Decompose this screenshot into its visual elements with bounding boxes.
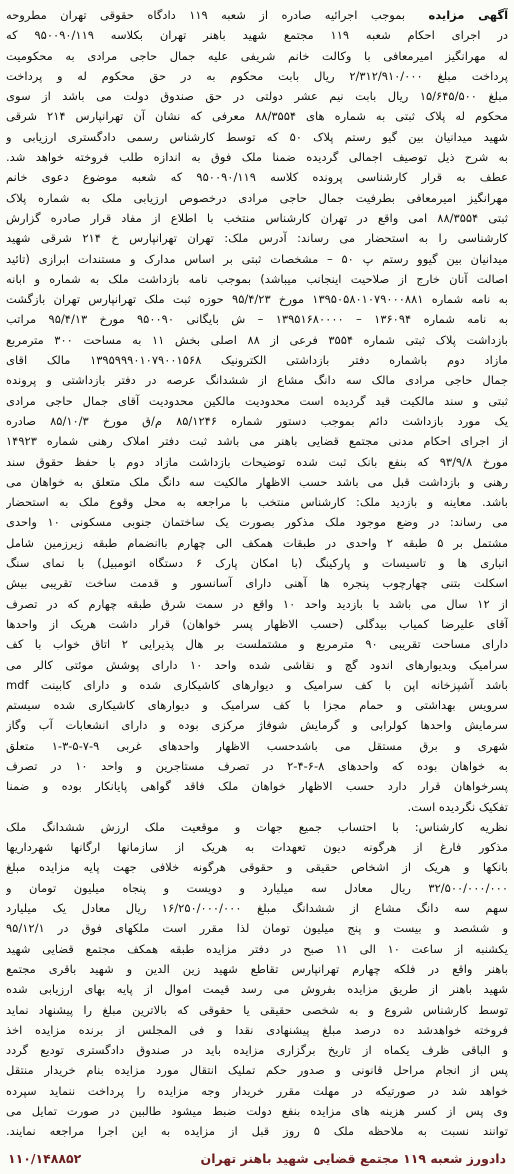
notice-line: نظریه کارشناس: با احتساب جمیع جهات و موقعیت ملک ارزش ششدانگ ملک <box>6 819 508 834</box>
notice-line: به خواهان بوده که واحدهای ۸-۶-۴-۲ در تصرف مستاجرین و واحد ۱۰ در تصرف <box>6 758 508 773</box>
notice-line: از ۱۲ سال می باشد با بازدید واحد ۱۰ واقع در سمت شرق طبقه چهارم که در تصرف <box>6 596 508 611</box>
notice-line: اصالت آنان خارج از صلاحیت اینجانب میباشد) بموجب نامه بازداشت ملک به شماره و ابانه <box>6 271 508 286</box>
notice-line: باشد آشپزخانه اپن با کف سرامیک و دیوارهای کاشیکاری شده و دارای کابینت mdf <box>6 677 508 692</box>
notice-line: فروخته خواهدشد ده درصد مبلغ پیشنهادی نقدا و فی المجلس از برنده مزایده اخذ <box>6 1022 508 1037</box>
notice-line: له مهرانگیز امیرمعافی با وکالت خانم شریفی علیه جمال حاجی مرادی به محکومیت <box>6 48 508 63</box>
notice-paragraph <box>6 817 508 1142</box>
notice-line: از اجرای احکام مدنی مجتمع قضایی باهنر می باشد ثبت دفتر املاک رهنی شماره ۱۴۹۲۳ <box>6 434 508 449</box>
notice-line: یکشنبه از ساعت ۱۰ الی ۱۱ صبح در دفتر مزایده طبقه همکف مجتمع قضایی شهید <box>6 941 508 956</box>
notice-line: محکوم له پلاک ثبتی به شماره های ۸۸/۳۵۵۴ معرفی که نشان آن تهرانپارس ۲۱۴ شرقی <box>6 109 508 124</box>
notice-title: آگهی مزایده <box>428 8 508 22</box>
notice-line: جمال حاجی مرادی مالک سه دانگ مشاع از ششدانگ عرصه در دفتر بازداشتی و پرونده <box>6 373 508 388</box>
notice-line: شهید میدانیان بین گیو رستم پلاک ۵۰ که توسط کارشناس رسمی دادگستری ارزیابی و <box>6 129 508 144</box>
notice-line <box>6 5 508 25</box>
notice-line: خواهد شد در صورتیکه در مهلت مقرر خریدار وجه مزایده را پرداخت ننماید سپرده <box>6 1083 508 1098</box>
notice-line: سرامیک وبدیوارهای اندود گچ و نقاشی شده واحد ۱۰ دارای پوشش موئتی کالر می <box>6 657 508 672</box>
notice-footer <box>8 1149 506 1169</box>
notice-line: ثبتی و سند مالکیت قید گردیده است محدودیت مالکین محدودیت آقای جمال حاجی مرادی <box>6 393 508 408</box>
notice-line: ثبتی ۸۸/۳۵۵۴ امی واقع در تهران کارشناس منتخب با اطلاع از مفاد قرار صادره گزارش <box>6 210 508 225</box>
notice-line: عطف به قرار کارشناسی پرونده کلاسه ۹۵۰۰۹۰/۱۱۹ که شعبه موضوع دعوی خانم <box>6 170 508 185</box>
notice-line: پسرخواهان قرار دارد حسب الاظهار خواهان ملک فاقد گواهی پایانکار بوده و ضمنا <box>6 779 508 794</box>
notice-signature: دادورز شعبه ۱۱۹ مجتمع قضایی شهید باهنر تهران <box>200 1151 506 1166</box>
notice-line: باشد. معاینه و بازدید ملک: کارشناس منتخب با مراجعه به محل وقوع ملک به استحضار <box>6 495 508 510</box>
notice-line: سرویس بهداشتی و حمام مجزا با کف سرامیک و دیوارهای کاشیکاری شده سیستم <box>6 698 508 713</box>
notice-line: مبلغ ۱۵/۶۴۵/۵۰۰ ریال بابت نیم عشر دولتی در حق صندوق دولت می باشد از سوی <box>6 89 508 104</box>
notice-line: اسکلت بتنی چهارچوب پنجره ها آهنی دارای آسانسور و قدمت ساخت تقریبی بیش <box>6 576 508 591</box>
notice-line: بازداشت پلاک ثبتی شماره ۳۵۵۴ فرعی از ۸۸ اصلی بخش ۱۱ به مساحت ۳۰۰ مترمربع <box>6 332 508 347</box>
notice-line: انباری ها و تاسیسات و پارکینگ (با امکان پارک ۶ دستگاه اتومبیل) با نمای سنگ <box>6 556 508 571</box>
notice-line: پس از انجام مراحل قانونی و صدور حکم تملیک انتقال مورد مزایده بنام خریدار منتقل <box>6 1063 508 1078</box>
notice-line: توانند نسبت به ملاحظه ملک ۵ روز قبل از مزایده به این اجرا مراجعه نمایند. <box>6 1124 508 1139</box>
notice-line: مازاد دوم باشماره دفتر بازداشتی الکترونیک ۱۳۹۵۹۹۹۰۱۰۷۹۰۰۱۵۶۸ مالک اقای <box>6 353 508 368</box>
notice-line: شهری و برق مستقل می باشدحسب الاظهار واحدهای غربی ۹-۷-۵-۳-۱ متعلق <box>6 738 508 753</box>
notice-line: یک مورد بازداشت دائم بموجب دستور شماره ۸۵/۱۲۴۶ م/ق مورخ ۸۵/۱۰/۳ صادره <box>6 413 508 428</box>
notice-line: دارای مساحت تقریبی ۹۰ مترمربع و مشتملست بر هال پذیرایی ۲ اتاق خواب با کف <box>6 637 508 652</box>
notice-line: شهید باهنر از طریق مزایده بفروش می رسد قیمت اموال از پایه بهای ارزیابی شده <box>6 982 508 997</box>
notice-line: به نامه شماره ۱۳۶۰۹۴ – ۱۳۹۵۱۶۸۰۰۰۰ – ش بایگانی ۹۵۰۰۹۰ مورخ ۹۵/۴/۱۳ مراتب <box>6 312 508 327</box>
notice-line: میدانیان بین گیوو رستم پ ۵۰ – مشخصات ثبتی بر اساس مدارک و مستندات ابرازی (تائید <box>6 251 508 266</box>
notice-line: کارشناسی را به استحضار می رساند: آدرس ملک: تهران تهرانپارس خ ۲۱۴ شرقی شهید <box>6 231 508 246</box>
notice-line: سرمایش واحدها کولرابی و گرمایش شوفاژ مرکزی بوده و دارای انشعابات آب وگاز <box>6 718 508 733</box>
notice-line-text: بموجب اجرائیه صادره از شعبه ۱۱۹ دادگاه حقوقی تهران مطروحه <box>6 8 406 22</box>
notice-line: مورخ ۹۳/۹/۸ که بنفع بانک ثبت شده توضیحات بازداشت مازاد دوم با حفظ حقوق سند <box>6 454 508 469</box>
notice-line: و الباقی ظرف یکماه از تاریخ برگزاری مزایده باید در صندوق دادگستری تودیع گردد <box>6 1043 508 1058</box>
notice-line: وی پس از کسر هزینه های مزایده بنفع دولت ضبط میشود طالبین در صورت تمایل می <box>6 1104 508 1119</box>
notice-line: توسط کارشناس شروع و به شخصی حقیقی یا حقوقی که بالاترین مبلغ را پیشنهاد نماید <box>6 1002 508 1017</box>
notice-line: بانکها و هریک از اشخاص حقیقی و حقوقی هرگونه خلافی جهت پایه مزایده مبلغ <box>6 860 508 875</box>
notice-line: مذکور فارغ از هرگونه دیون تعهدات به هریک از سازمانها ارگانها شهرداریها <box>6 840 508 855</box>
notice-line: در اجرای احکام شعبه ۱۱۹ مجتمع شهید باهنر تهران بکلاسه ۹۵۰۰۹۰/۱۱۹ که <box>6 28 508 43</box>
notice-paragraph <box>6 5 508 167</box>
notice-line: می رساند: در وضع موجود ملک مذکور بصورت یک ساختمان جنوبی مسکونی ۱۰ واحدی <box>6 515 508 530</box>
notice-line: باهنر واقع در فلکه چهارم تهرانپارس تقاطع شهید زین الدین و شهید باقری مجتمع <box>6 961 508 976</box>
notice-reference-code: ۱۱۰/۱۴۸۸۵۲ <box>8 1151 82 1166</box>
notice-line: ۳۲/۵۰۰/۰۰۰/۰۰۰ ریال معادل سه میلیارد و دویست و پنجاه میلیون تومان و <box>6 880 508 895</box>
notice-line: به شرح ذیل توصیف اجمالی گردیده ضمنا ملک فوق به اندازه طلب فروخته خواهد شد. <box>6 150 508 165</box>
notice-line: سهم سه دانگ مشاع از ششدانگ مبلغ ۱۶/۲۵۰/۰۰۰/۰۰۰ ریال معادل یک میلیارد <box>6 901 508 916</box>
notice-line: آقای علیرضا کمیاب بیدگلی (حسب الاظهار پسر خواهان) قرار داشت هریک از واحدها <box>6 616 508 631</box>
notice-paragraph <box>6 167 508 817</box>
notice-line: مشتمل بر ۵ طبقه ۲ واحدی در طبقات همکف الی چهارم باانضمام طبقه زیرزمین شامل <box>6 535 508 550</box>
notice-line: و ششصد و بیست و پنج میلیون تومان لذا مقرر است ملکهای فوق در ۹۵/۱۲/۱ <box>6 921 508 936</box>
notice-body <box>6 5 508 1142</box>
notice-line: تفکیک نگردیده است. <box>407 799 508 814</box>
notice-line: مهرانگیز امیرمعافی بطرفیت جمال حاجی مرادی درخصوص ارزیابی ملک به شماره پلاک <box>6 190 508 205</box>
notice-line: پرداخت مبلغ ۲/۳۱۲/۹۱۰/۰۰۰ ریال بابت محکوم به در حق محکوم له و پرداخت <box>6 68 508 83</box>
notice-line: رهنی و بازداشت قبل می باشد حسب الاظهار مالکیت سه دانگ ملک متعلق به خواهان می <box>6 474 508 489</box>
notice-line: به نامه شماره ۱۳۹۵۰۵۸۰۱۰۷۹۰۰۰۸۸۱ مورخ ۹۵/۴/۲۳ حوزه ثبت ملک تهرانپارس تهران بازگشت <box>6 292 508 307</box>
